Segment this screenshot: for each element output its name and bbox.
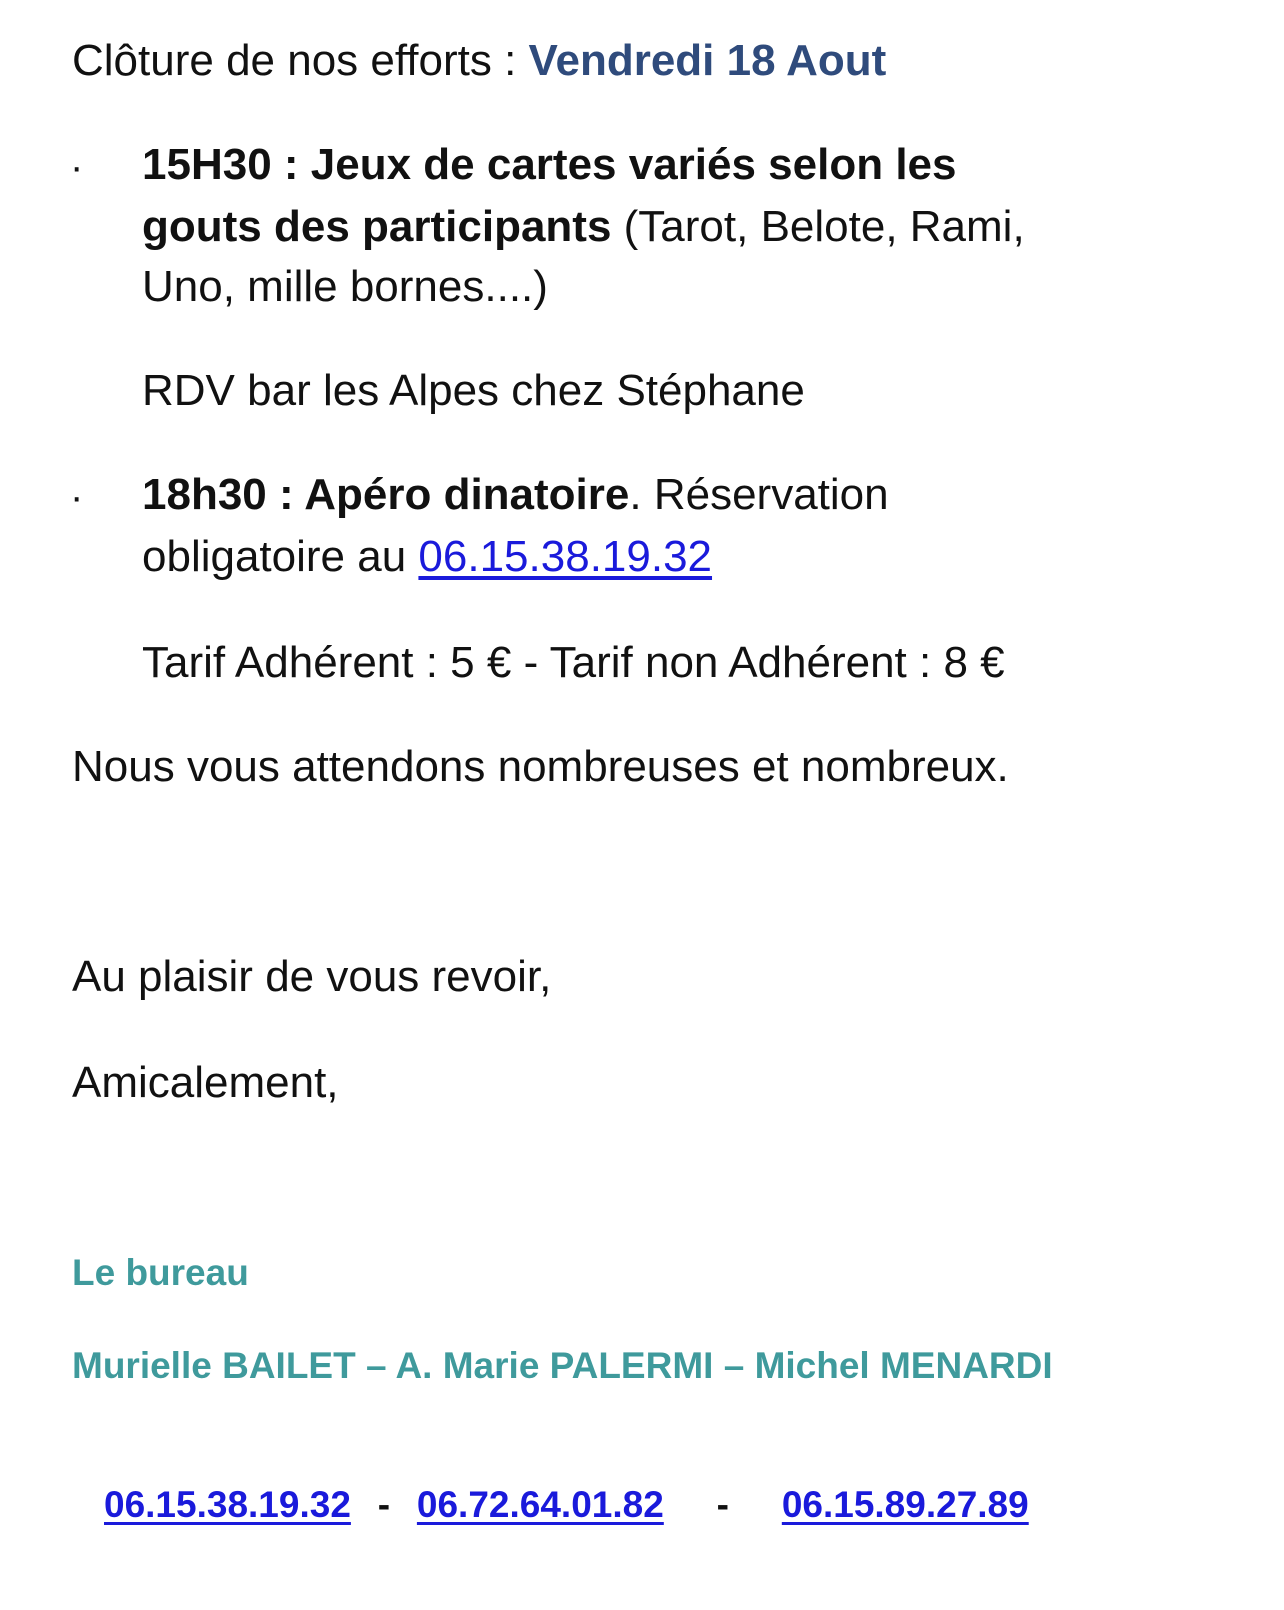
item-1-note: RDV bar les Alpes chez Stéphane bbox=[142, 366, 805, 415]
item-1-line2 bbox=[142, 196, 1025, 258]
bureau-members: Murielle BAILET – A. Marie PALERMI – Michel MENARDI bbox=[72, 1345, 1053, 1386]
item-1-line3: Uno, mille bornes....) bbox=[142, 262, 548, 311]
bureau-phones bbox=[104, 1480, 1029, 1530]
greeting-text: Au plaisir de vous revoir, bbox=[72, 952, 552, 1001]
tarif-line: Tarif Adhérent : 5 € - Tarif non Adhérent : 8 € bbox=[142, 638, 1005, 687]
item-2-title: 18h30 : Apéro dinatoire bbox=[142, 470, 630, 519]
phone-separator-2: - bbox=[716, 1484, 729, 1525]
header-date: Vendredi 18 Aout bbox=[528, 36, 887, 85]
bullet-2: · bbox=[70, 475, 84, 519]
header-line bbox=[72, 30, 886, 92]
item-2-line1 bbox=[142, 464, 889, 526]
bureau-phone-1-link[interactable]: 06.15.38.19.32 bbox=[104, 1484, 351, 1525]
item-1-title-line1: 15H30 : Jeux de cartes variés selon les bbox=[142, 140, 957, 189]
reservation-phone-link[interactable]: 06.15.38.19.32 bbox=[418, 532, 713, 581]
bullet-1: · bbox=[70, 145, 84, 189]
item-2-line2 bbox=[142, 526, 712, 588]
item-2-rest-line1: . Réservation bbox=[629, 470, 889, 519]
signoff-text: Amicalement, bbox=[72, 1058, 339, 1107]
item-1-title-line2: gouts des participants bbox=[142, 202, 612, 251]
item-2-line2-prefix: obligatoire au bbox=[142, 532, 419, 581]
header-prefix: Clôture de nos efforts : bbox=[72, 36, 529, 85]
bureau-phone-3-link[interactable]: 06.15.89.27.89 bbox=[781, 1484, 1029, 1525]
item-1-rest-line2: (Tarot, Belote, Rami, bbox=[611, 202, 1025, 251]
phone-separator-1: - bbox=[377, 1484, 391, 1525]
bureau-title: Le bureau bbox=[72, 1252, 249, 1293]
bureau-phone-2-link[interactable]: 06.72.64.01.82 bbox=[416, 1484, 664, 1525]
invite-text: Nous vous attendons nombreuses et nombreux. bbox=[72, 742, 1009, 791]
